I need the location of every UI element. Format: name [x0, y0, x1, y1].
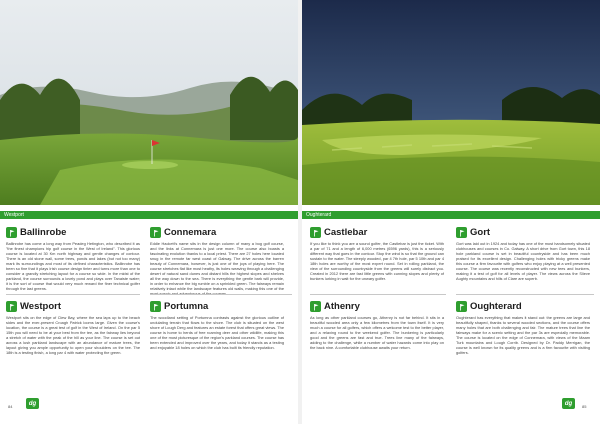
page-number-left: 84 [8, 404, 13, 409]
article-body: Ballinrobe has come a long way from Peadeg Hetington, who described it as "the finest champions hip golf course in the West of Ireland". This glorious course is located at 30 Km north highway and gentle changes of contour. There is an old stone wall, some trees, ponds and lakes (but not too many) mark its surroundings and most of its defined characteristics. Ballinrobe has been so fine that it plays Irish course design tinter and turns more than one to consider a grandly stretching layout for a course so wide. In the midst of the parkland, the course surrounds a lovely pond and plays over Tanaiste water; it is the sort of course that would very much reward the finer technical golfer through the last greens. [6, 241, 140, 291]
golf-flag-icon [456, 227, 467, 238]
article-title: Portumna [164, 301, 209, 312]
article-athenry [310, 300, 444, 355]
article-body: Oughterard has everything that makes it stand out: the greens are large and beautifully shaped, thanks to several wooded sections, and the course offers many holes that are both challenging and fair. The mature trees that line the fairways make for a scenic setting and the par 3s are especially memorable. The course is located on the edge of Connemara, with views of the Maam Turk mountains and Lough Corrib. Designed by Dr. Paddy Merrigan, the course is well known for its quality greens and is a firm favourite with visiting golfers. [456, 315, 590, 355]
dg-logo-right [562, 398, 575, 409]
article-body: Westport sits on the edge of Clew Bay, where the sea laps up to the beach sides and the ever-present Croagh Patrick looms large. Given the course's location, the course is a great test of golf in the West of Ireland. On the par 5 15th you will need to be at your best from the tee, as the fairway lies beyond a stretch of water with the peak of the hill as your line. The course is set out across a lush parkland landscape with an abundance of mature trees, the layout giving you ample opportunity to open your shoulders on the tee. The 18th is a testing finish, a long par 4 with water protecting the green. [6, 315, 140, 355]
article-title: Westport [20, 301, 61, 312]
golf-flag-icon [456, 301, 467, 312]
westport-photo [0, 0, 298, 205]
article-oughterard [456, 300, 590, 365]
article-title: Gort [470, 227, 491, 238]
article-header [456, 300, 590, 313]
caption-bar-left [0, 211, 298, 219]
article-westport [6, 300, 140, 375]
article-body: Gort was laid out in 1924 and today has one of the most handsomely situated clubhouses and courses in Co. Galway. A short drive from Gort town, this 18 hole parkland course is set in beautiful countryside and has been much praised for its excellent design. Challenging holes with tricky greens make this course a firm favourite with golfers who enjoy playing at a well presented course. The course was recently reconstructed with new tees and bunkers, making it a test of golf for all levels of player. The views across the Slieve Aughty mountains and hills of Clare are superb. [456, 241, 590, 281]
divider [150, 294, 292, 295]
dg-logo-text: dg [28, 400, 37, 407]
golf-flag-icon [310, 227, 321, 238]
article-header [310, 300, 444, 313]
westport-landscape-image [0, 0, 298, 205]
article-title: Ballinrobe [20, 227, 67, 238]
article-title: Castlebar [324, 227, 368, 238]
caption-bar-right [302, 211, 600, 219]
oughterard-photo [302, 0, 600, 205]
oughterard-landscape-image [302, 0, 600, 205]
golf-flag-icon [310, 301, 321, 312]
article-title: Connemara [164, 227, 217, 238]
article-header [150, 300, 284, 313]
article-header [6, 300, 140, 313]
article-gort [456, 226, 590, 281]
photo-caption-right: Oughterard [306, 212, 332, 218]
divider [6, 294, 140, 295]
article-portumna [150, 300, 284, 375]
dg-logo-text: dg [564, 400, 573, 407]
article-header [150, 226, 284, 239]
article-connemara [150, 226, 284, 293]
article-castlebar [310, 226, 444, 293]
golf-flag-icon [150, 301, 161, 312]
article-title: Oughterard [470, 301, 522, 312]
article-body: Eddie Hackett's name sits in the design column of many a bog golf course, and the links at Connemara is just one more. The course also boasts a fascinating evolution thanks to a local priest. There are 27 holes here located snug in the remote far west coast of Galway. The drive across the barren beauty of Connemara, however, is just one of the joys of playing here. The course stretches flat like most heathy, its holes weaving through a challenging desert of natural sand dunes and distant hills the highest slopes and shelves all the way down to the sea. There is everything the gentle bark will provide, in order to enhance the big rumble on a sprinkled green. The fairways remain relatively intact while the landscape features old walls, making this one of the [150, 241, 284, 291]
article-header [310, 226, 444, 239]
divider [310, 294, 446, 295]
article-header [456, 226, 590, 239]
article-body: If you like to think you are a sound golfer, the Castlebar is just the ticket. With a par of 71 and a length of 6,000 metres (6596 yards), this is a seriously different way that goes in the contour. Stop the wind is so that the ground can sustain to the water. The steeply wooded, par 4 7th hole, par 5 10th and par 4 18th holes are worthy of the most expert round. Set in rolling parkland, the view of the surrounding countryside from the greens will surely distract you. Created in 2012 there are fast little greens with cunning slopes and plenty of bunkers lurking in wait for the unwary golfer. [310, 241, 444, 281]
divider [456, 294, 594, 295]
article-body: The woodland setting of Portumna contrasts against the glorious outline of undulating terrain that flows to the shore. The club is situated on the west shore of Lough Derg and features an estate forest that offers great views. The course is home to herds of free roaming deer and other wildlife, making this one of the most picturesque of the region's parkland courses. The course has been extended and improved over the years, and today it stands as a testing and enjoyable 18 holes on which the club has built its friendly reputation. [150, 315, 284, 350]
article-body: As long as other parkland courses go, Athenry is not far behind. It sits in a beautiful wooded area only a few kilometres from the town itself. It is very much a course for all golfers, which offers a welcome test to the better player, and a relaxing round to the weekend golfer. The bunkering is particularly good and the greens are fast and true. Trees line many of the fairways, adding to the challenge, while a number of water hazards come into play on the back nine. A comfortable clubhouse awaits your return. [310, 315, 444, 350]
dg-logo-left [26, 398, 39, 409]
golf-flag-icon [6, 301, 17, 312]
article-header [6, 226, 140, 239]
golf-flag-icon [150, 227, 161, 238]
photo-caption-left: Westport [4, 212, 24, 218]
article-ballinrobe [6, 226, 140, 293]
article-title: Athenry [324, 301, 360, 312]
golf-flag-icon [6, 227, 17, 238]
page-number-right: 85 [582, 404, 587, 409]
